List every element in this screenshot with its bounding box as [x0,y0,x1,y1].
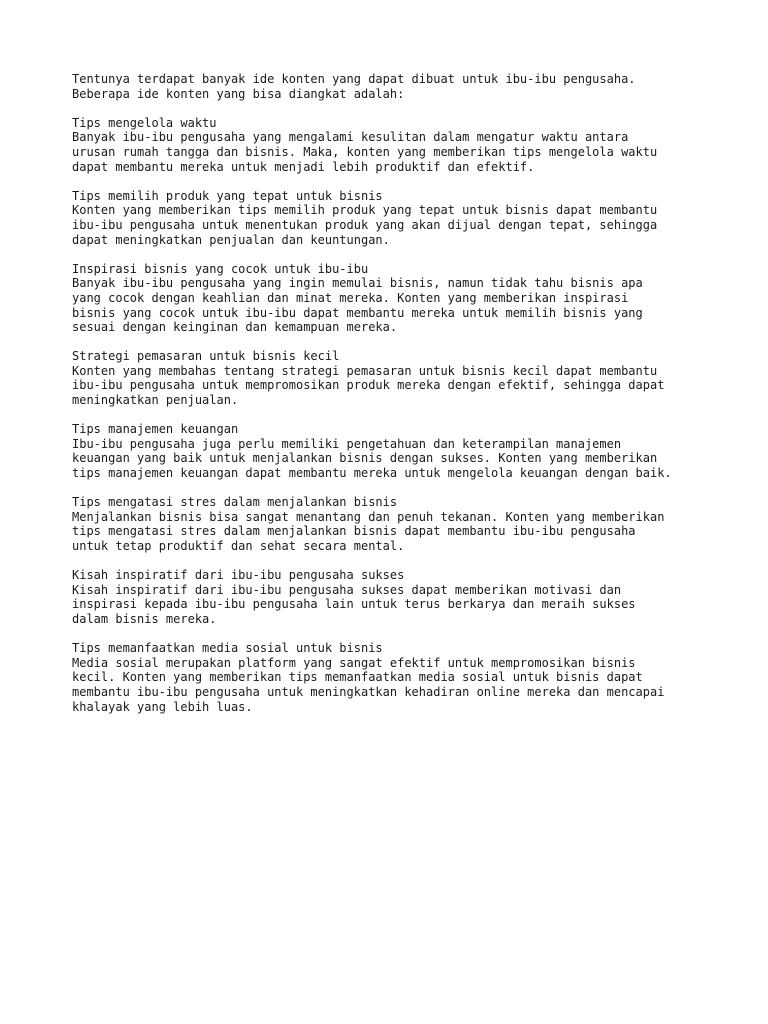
section-heading: Strategi pemasaran untuk bisnis kecil [72,349,340,364]
section-body-line: untuk tetap produktif dan sehat secara mental. [72,539,405,553]
section-inspirasi-bisnis [72,262,712,335]
section-kisah-inspiratif [72,568,712,626]
section-tips-media-sosial [72,641,712,714]
section-heading: Tips mengelola waktu [72,115,217,130]
intro-line: Tentunya terdapat banyak ide konten yang dapat dibuat untuk ibu-ibu pengusaha. [72,72,636,86]
section-heading: Kisah inspiratif dari ibu-ibu pengusaha sukses [72,568,405,583]
section-body-line: meningkatkan penjualan. [72,393,239,408]
section-strategi-pemasaran [72,349,712,407]
section-body-line: khalayak yang lebih luas. [72,699,253,714]
section-body-line: inspirasi kepada ibu-ibu pengusaha lain untuk terus berkarya dan meraih sukses [72,597,636,612]
section-heading: Tips mengatasi stres dalam menjalankan bisnis [72,495,398,510]
section-body-line: kecil. Konten yang memberikan tips memanfaatkan media sosial untuk bisnis dapat [72,670,643,685]
section-body-line: Kisah inspiratif dari ibu-ibu pengusaha sukses dapat memberikan motivasi dan [72,582,622,597]
section-body-line: dapat meningkatkan penjualan dan keuntungan. [72,232,390,247]
intro-line: Beberapa ide konten yang bisa diangkat adalah: [72,86,405,101]
section-tips-mengatasi-stres [72,495,712,553]
section-body-line: Konten yang memberikan tips memilih produk yang tepat untuk bisnis dapat membantu [72,203,658,218]
section-body-line: sesuai dengan keinginan dan kemampuan mereka. [72,320,398,335]
section-body-line: membantu ibu-ibu pengusaha untuk meningkatkan kehadiran online mereka dan mencapai [72,684,665,699]
section-body-line: Banyak ibu-ibu pengusaha yang mengalami kesulitan dalam mengatur waktu antara [72,130,629,145]
section-body-line: Media sosial merupakan platform yang sangat efektif untuk mempromosikan bisnis [72,655,636,670]
section-body-line: keuangan yang baik untuk menjalankan bisnis dengan sukses. Konten yang memberikan [72,451,658,466]
section-body-line: tips mengatasi stres dalam menjalankan bisnis dapat membantu ibu-ibu pengusaha [72,524,636,539]
section-body-line: yang cocok dengan keahlian dan minat mereka. Konten yang memberikan inspirasi [72,290,629,305]
section-body-line: Konten yang membahas tentang strategi pemasaran untuk bisnis kecil dapat membantu [72,363,658,378]
section-heading: Tips memanfaatkan media sosial untuk bisnis [72,641,383,656]
section-body-line: dapat membantu mereka untuk menjadi lebih produktif dan efektif. [72,159,535,174]
section-body-line: ibu-ibu pengusaha untuk menentukan produk yang akan dijual dengan tepat, sehingga [72,217,658,232]
section-body-line: bisnis yang cocok untuk ibu-ibu dapat membantu mereka untuk memilih bisnis yang [72,305,643,320]
section-tips-manajemen-keuangan [72,422,712,480]
section-body-line: dalam bisnis mereka. [72,611,217,626]
section-tips-memilih-produk [72,189,712,247]
section-body-line: Banyak ibu-ibu pengusaha yang ingin memulai bisnis, namun tidak tahu bisnis apa [72,276,643,291]
section-body-line: urusan rumah tangga dan bisnis. Maka, konten yang memberikan tips mengelola waktu [72,144,658,159]
section-heading: Tips memilih produk yang tepat untuk bisnis [72,188,383,203]
section-body-line: tips manajemen keuangan dapat membantu mereka untuk mengelola keuangan dengan baik. [72,466,672,481]
document-page [72,72,712,729]
section-tips-mengelola-waktu [72,116,712,174]
section-body-line: ibu-ibu pengusaha untuk mempromosikan produk mereka dengan efektif, sehingga dapat [72,378,665,393]
intro-paragraph [72,72,712,101]
section-heading: Inspirasi bisnis yang cocok untuk ibu-ibu [72,261,369,276]
section-body-line: Menjalankan bisnis bisa sangat menantang dan penuh tekanan. Konten yang memberikan [72,509,665,524]
section-body-line: Ibu-ibu pengusaha juga perlu memiliki pengetahuan dan keterampilan manajemen [72,436,622,451]
section-heading: Tips manajemen keuangan [72,422,239,437]
